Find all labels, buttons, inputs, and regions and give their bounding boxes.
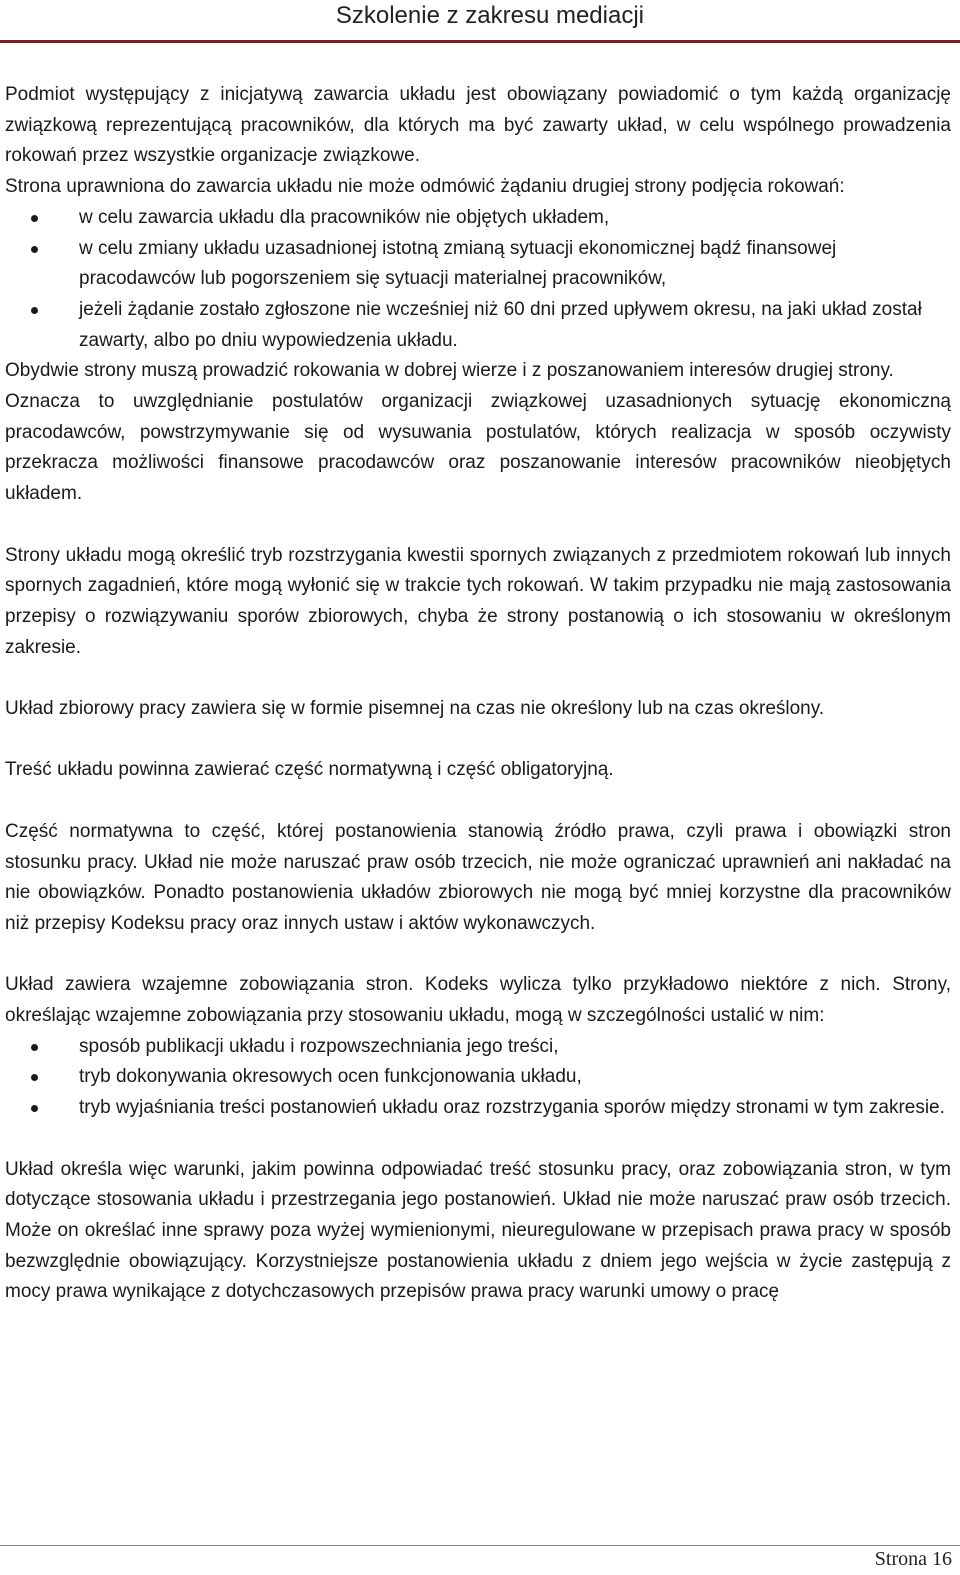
paragraph-7: Treść układu powinna zawierać część normatywną i część obligatoryjną. xyxy=(5,759,614,781)
list-item-text: jeżeli żądanie zostało zgłoszone nie wcześniej niż 60 dni przed upływem okresu, na jaki układ został zawarty, albo po dniu wypowiedzenia układu. xyxy=(79,298,922,351)
page-header xyxy=(0,0,960,44)
bullet-list-2 xyxy=(5,1032,951,1124)
bullet-icon xyxy=(31,215,38,222)
paragraph-gap xyxy=(5,663,951,694)
bullet-list-1 xyxy=(5,203,951,357)
paragraph-8: Część normatywna to część, której postanowienia stanowią źródło prawa, czyli prawa i obowiązki stron stosunku pracy. Układ nie może naruszać praw osób trzecich, nie może ograniczać uprawnień ani nakładać na nie obowiązków. Ponadto postanowienia układów zbiorowych nie mogą być mniej korzystne dla pracowników niż przepisy Kodeksu pracy oraz innych ustaw i aktów wykonawczych. xyxy=(5,820,951,934)
paragraph-gap xyxy=(5,1124,951,1155)
document-body xyxy=(5,80,951,1308)
paragraph-1: Podmiot występujący z inicjatywą zawarcia układu jest obowiązany powiadomić o tym każdą organizację związkową reprezentującą pracowników, dla których ma być zawarty układ, w celu wspólnego prowadzenia rokowań przez wszystkie organizacje związkowe. xyxy=(5,84,951,167)
header-title: Szkolenie z zakresu mediacji xyxy=(335,2,644,29)
list-item xyxy=(5,234,951,295)
list-item xyxy=(5,295,951,356)
list-item xyxy=(5,1062,951,1093)
page-footer xyxy=(0,1543,960,1575)
header-rule xyxy=(0,40,960,43)
bullet-icon xyxy=(31,1105,38,1112)
paragraph-gap xyxy=(5,510,951,541)
paragraph-9: Układ zawiera wzajemne zobowiązania stron. Kodeks wylicza tylko przykładowo niektóre z nich. Strony, określając wzajemne zobowiązania przy stosowaniu układu, mogą w szczególności ustalić w nim: xyxy=(5,974,951,1027)
paragraph-gap xyxy=(5,786,951,817)
paragraph-10: Układ określa więc warunki, jakim powinna odpowiadać treść stosunku pracy, oraz zobowiązania stron, w tym dotyczące stosowania układu i przestrzegania jego postanowień. Układ nie może naruszać praw osób trzecich. Może on określać inne sprawy poza wyżej wymienionymi, nieuregulowane w przepisach prawa pracy w sposób bezwzględnie obowiązujący. Korzystniejsze postanowienia układu z dniem jego wejścia w życie zastępują z mocy prawa wynikające z dotychczasowych przepisów prawa pracy warunki umowy o pracę xyxy=(5,1158,951,1303)
bullet-icon xyxy=(31,1074,38,1081)
paragraph-3: Obydwie strony muszą prowadzić rokowania w dobrej wierze i z poszanowaniem interesów drugiej strony. xyxy=(5,360,894,382)
bullet-icon xyxy=(31,1044,38,1051)
list-item-text: w celu zawarcia układu dla pracowników nie objętych układem, xyxy=(79,206,610,228)
list-item xyxy=(5,1032,951,1063)
page-number: Strona 16 xyxy=(874,1548,952,1570)
paragraph-4: Oznacza to uwzględnianie postulatów organizacji związkowej uzasadnionych sytuację ekonomiczną pracodawców, powstrzymywanie się od wysuwania postulatów, których realizacja w sposób oczywisty przekracza możliwości finansowe pracodawców oraz poszanowanie interesów pracowników nieobjętych układem. xyxy=(5,391,951,505)
paragraph-5: Strony układu mogą określić tryb rozstrzygania kwestii spornych związanych z przedmiotem rokowań lub innych spornych zagadnień, które mogą wyłonić się w trakcie tych rokowań. W takim przypadku nie mają zastosowania przepisy o rozwiązywaniu sporów zbiorowych, chyba że strony postanowią o ich stosowaniu w określonym zakresie. xyxy=(5,544,951,658)
paragraph-gap xyxy=(5,940,951,971)
list-item-text: w celu zmiany układu uzasadnionej istotną zmianą sytuacji ekonomicznej bądź finansowej pracodawców lub pogorszeniem się sytuacji materialnej pracowników, xyxy=(79,237,837,290)
list-item-text: sposób publikacji układu i rozpowszechniania jego treści, xyxy=(79,1035,559,1057)
paragraph-6: Układ zbiorowy pracy zawiera się w formie pisemnej na czas nie określony lub na czas określony. xyxy=(5,698,825,720)
footer-rule xyxy=(0,1545,960,1546)
paragraph-gap xyxy=(5,725,951,756)
bullet-icon xyxy=(31,246,38,253)
list-item-text: tryb wyjaśniania treści postanowień układu oraz rozstrzygania sporów między stronami w tym zakresie. xyxy=(79,1097,945,1119)
list-item xyxy=(5,203,951,234)
list-item-text: tryb dokonywania okresowych ocen funkcjonowania układu, xyxy=(79,1066,582,1088)
bullet-icon xyxy=(31,307,38,314)
paragraph-2: Strona uprawniona do zawarcia układu nie może odmówić żądaniu drugiej strony podjęcia rokowań: xyxy=(5,176,845,198)
list-item xyxy=(5,1093,951,1124)
